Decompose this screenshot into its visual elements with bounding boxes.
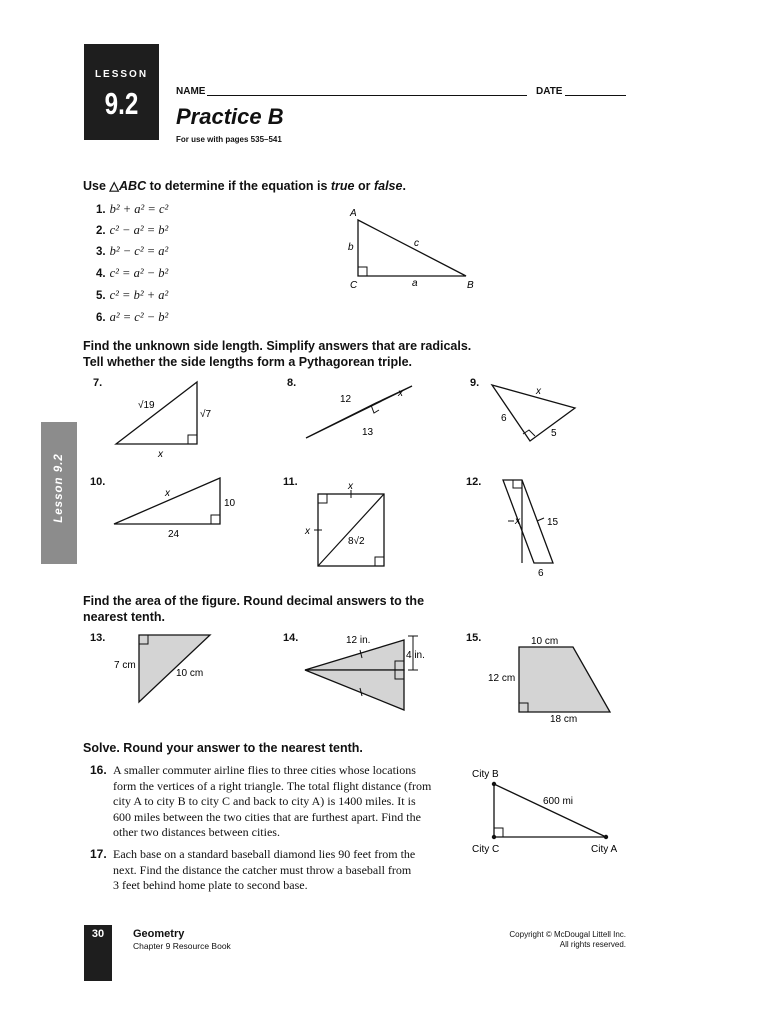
side-a-label: a [412,278,418,289]
equation-4: 4. c² = a² − b² [96,266,169,280]
p9-label-2: 6 [501,413,507,424]
section4-instruction: Solve. Round your answer to the nearest tenth. [83,741,363,755]
p7-label-3: x [158,449,163,460]
problem-15-number: 15. [466,632,482,644]
p15-label-1: 10 cm [531,636,559,647]
problem-13-number: 13. [90,632,106,644]
problem-14-figure [300,630,440,715]
p15-label-2: 12 cm [488,673,516,684]
problem-17 [90,847,473,894]
p13-label-1: 7 cm [114,660,136,671]
p9-label-3: 5 [551,428,557,439]
city-a-label: City A [591,844,618,855]
page-title: Practice B [176,104,284,129]
date-label: DATE [536,86,563,97]
right-angle-mark [358,267,367,276]
lesson-badge [84,44,159,140]
problem-9-number: 9. [470,377,480,389]
problem-17-line: 3 feet behind home plate to second base. [113,878,308,892]
problem-17-number: 17. [90,847,107,861]
footer-copyright [460,930,626,950]
footer-chapter: Chapter 9 Resource Book [133,941,231,951]
problem-12-number: 12. [466,476,482,488]
problem-7-figure [110,375,230,465]
p15-label-3: 18 cm [550,714,578,725]
vertex-b: B [467,280,474,291]
p12-label-3: 6 [538,568,544,579]
problem-16-line: form the vertices of a right triangle. The total flight distance (from [113,778,432,793]
p14-label-1: 12 in. [346,635,371,646]
side-tab [41,422,77,564]
city-b-label: City B [472,769,499,780]
p11-label-1: x [348,481,353,492]
name-line [207,95,527,96]
side-tab-label: Lesson 9.2 [53,453,65,523]
p10-label-3: 24 [168,529,180,540]
p11-label-2: x [305,526,310,537]
date-line [565,95,626,96]
section2-instruction-2: Tell whether the side lengths form a Pythagorean triple. [83,355,412,369]
problem-16-number: 16. [90,763,107,777]
distance-label: 600 mi [543,796,574,807]
city-map-figure [466,764,636,859]
problem-11-number: 11. [283,476,298,488]
p11-label-3: 8√2 [348,536,365,547]
section2-instruction-1: Find the unknown side length. Simplify answers that are radicals. [83,339,472,353]
p14-label-2: 4 in. [406,650,425,661]
problem-16-line: A smaller commuter airline flies to three cities whose locations [113,763,416,777]
p9-label-1: x [536,386,541,397]
p8-label-2: x [398,388,403,399]
p13-label-2: 10 cm [176,668,204,679]
problem-7-number: 7. [93,377,103,389]
vertex-a: A [350,208,357,219]
problem-16-line: other two distances between cities. [113,825,280,839]
section3-instruction-2: nearest tenth. [83,610,165,624]
city-c-label: City C [472,844,500,855]
vertex-c: C [350,280,358,291]
problem-16-line: city A to city B to city C and back to city A) is 1400 miles. It is [113,794,416,808]
problem-16 [90,763,473,841]
page-subtitle: For use with pages 535–541 [176,135,282,144]
problem-16-line: 600 miles between the two cities that are furthest apart. Find the [113,809,421,824]
problem-10-number: 10. [90,476,106,488]
p8-label-1: 12 [340,394,352,405]
triangle-abc-figure [340,200,490,295]
copyright-line-1: Copyright © McDougal Littell Inc. [509,930,626,939]
side-b-label: b [348,242,354,253]
problem-13-figure [110,630,220,710]
section1-instruction: Use △ABC to determine if the equation is true or false. [83,179,406,193]
problem-10-figure [110,473,245,543]
problem-9-figure [480,375,590,450]
p12-label-1: x [515,516,520,527]
p10-label-1: x [165,488,170,499]
lesson-number: 9.2 [104,86,139,121]
name-label: NAME [176,86,206,97]
p7-label-1: √19 [138,400,155,411]
section3-instruction-1: Find the area of the figure. Round decimal answers to the [83,594,425,608]
equation-6: 6. a² = c² − b² [96,310,169,324]
page-number: 30 [84,925,112,981]
p12-label-2: 15 [547,517,559,528]
lesson-label: LESSON [94,69,149,80]
equation-2: 2. c² − a² = b² [96,223,169,237]
problem-11-figure [300,478,395,573]
p8-label-3: 13 [362,427,374,438]
problem-8-figure [300,378,430,448]
p10-label-2: 10 [224,498,236,509]
equation-3: 3. b² − c² = a² [96,244,169,258]
equation-1: 1. b² + a² = c² [96,202,169,216]
p7-label-2: √7 [200,409,212,420]
problem-14-number: 14. [283,632,299,644]
problem-17-line: Each base on a standard baseball diamond lies 90 feet from the [113,847,416,861]
equation-5: 5. c² = b² + a² [96,288,169,302]
copyright-line-2: All rights reserved. [559,940,626,949]
triangle-abc [358,220,466,276]
problem-8-number: 8. [287,377,297,389]
footer-book: Geometry [133,928,185,940]
problem-17-line: next. Find the distance the catcher must throw a baseball from [113,862,412,877]
problem-12-figure [490,475,575,580]
side-c-label: c [414,238,419,249]
problem-15-figure [485,632,635,727]
